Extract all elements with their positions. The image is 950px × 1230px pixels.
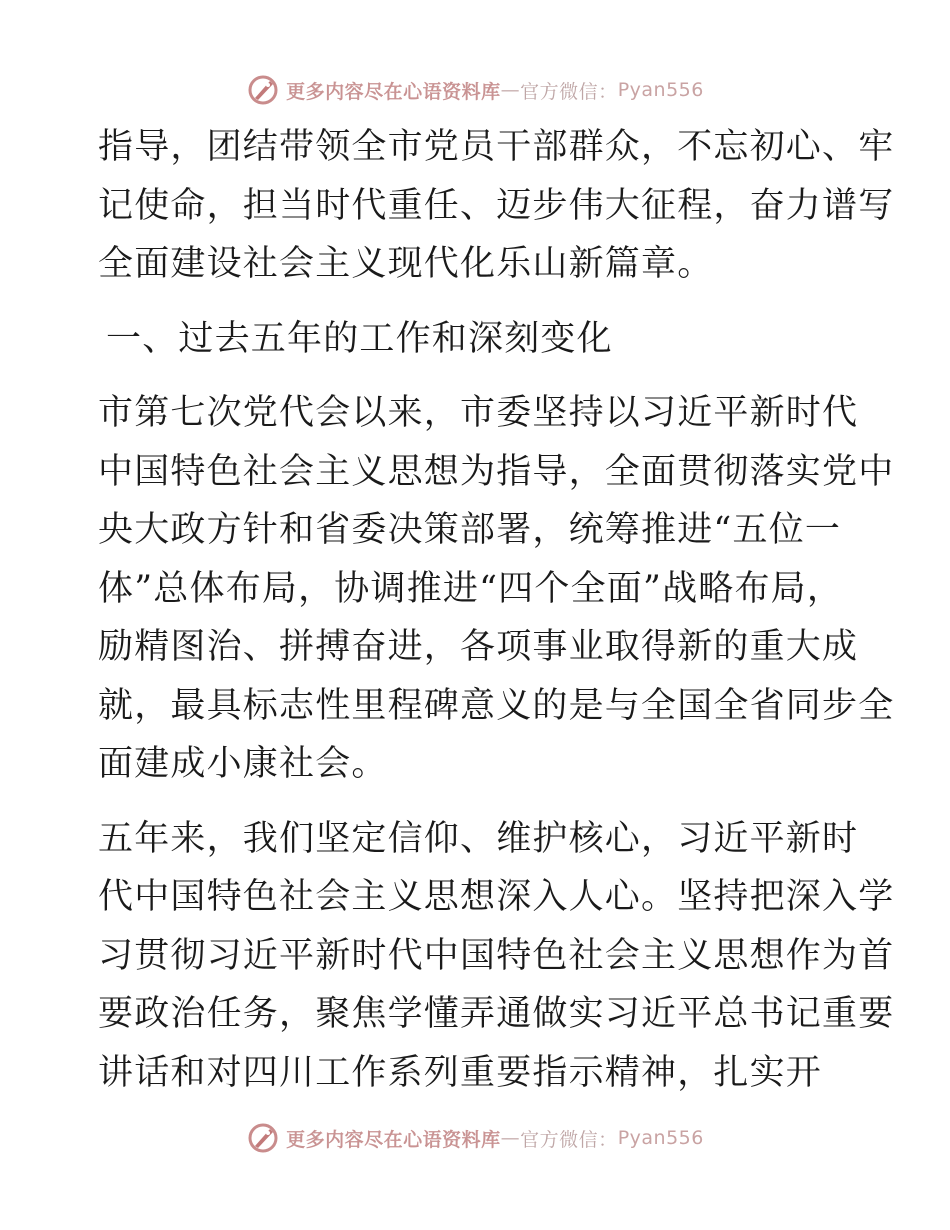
text-line: 要政治任务，聚焦学懂弄通做实习近平总书记重要 [98,994,895,1034]
text-line: 体”总体布局，协调推进“四个全面”战略布局， [98,568,844,609]
text-line: 面建成小康社会。 [98,744,388,784]
paragraph-intro-continuation [98,118,895,294]
text-line: 讲话和对四川工作系列重要指示精神，扎实开 [98,1052,823,1093]
watermark-wechat-id: Pyan556 [617,79,704,101]
paragraph-five-years [98,810,895,1103]
footer-watermark [0,1118,950,1158]
text-line: 央大政方针和省委决策部署，统筹推进“五位一 [98,510,842,550]
watermark-wechat-id: Pyan556 [617,1127,704,1149]
text-line: 励精图治、拼搏奋进，各项事业取得新的重大成 [98,627,859,667]
document-body [98,118,895,1102]
text-line: 记使命，担当时代重任、迈步伟大征程，奋力谱写 [98,185,895,226]
text-line: 指导，团结带领全市党员干部群众，不忘初心、牢 [98,127,895,167]
text-line: 市第七次党代会以来，市委坚持以习近平新时代 [98,393,859,433]
text-line: 代中国特色社会主义思想深入人心。坚持把深入学 [98,877,895,917]
text-line: 五年来，我们坚定信仰、维护核心，习近平新时 [98,818,859,859]
text-line: 中国特色社会主义思想为指导，全面贯彻落实党中 [98,451,895,492]
watermark-text: 更多内容尽在心语资料库 [286,1128,501,1151]
paragraph-overview [98,384,895,794]
text-line: 就，最具标志性里程碑意义的是与全国全省同步全 [98,685,895,726]
text-line: 全面建设社会主义现代化乐山新篇章。 [98,244,714,284]
watermark-wechat-label: 官方微信： [520,80,618,103]
watermark-dash: — [500,79,521,101]
header-watermark [0,70,950,110]
watermark-wechat-label: 官方微信： [520,1128,618,1151]
text-line: 习贯彻习近平新时代中国特色社会主义思想作为首 [98,935,895,976]
pen-nib-logo-icon [246,1121,280,1155]
pen-nib-logo-icon [246,73,280,107]
watermark-text: 更多内容尽在心语资料库 [286,80,501,103]
watermark-dash: — [500,1127,521,1149]
section-heading: 一、过去五年的工作和深刻变化 [106,318,613,359]
